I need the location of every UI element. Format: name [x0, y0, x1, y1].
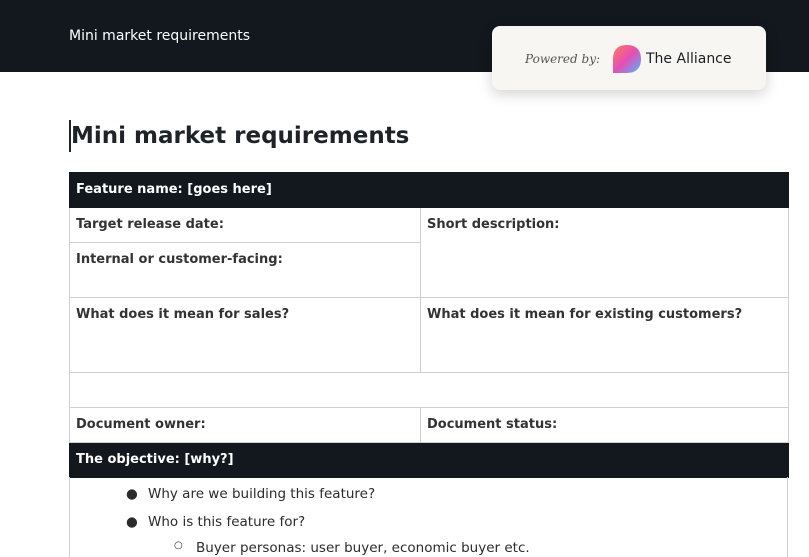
target-release-date-cell[interactable]: Target release date: — [70, 208, 421, 243]
powered-by-card[interactable] — [492, 26, 766, 90]
sales-meaning-cell[interactable]: What does it mean for sales? — [70, 298, 421, 373]
gradient-blob-icon — [612, 44, 642, 74]
spacer-cell[interactable] — [70, 373, 789, 408]
requirements-table — [69, 172, 789, 478]
existing-customers-meaning-cell[interactable]: What does it mean for existing customers? — [421, 298, 789, 373]
top-bar — [0, 0, 809, 72]
document-status-cell[interactable]: Document status: — [421, 408, 789, 443]
internal-or-customer-facing-cell[interactable]: Internal or customer-facing: — [70, 243, 421, 298]
feature-name-cell[interactable]: Feature name: [goes here] — [70, 173, 789, 208]
topbar-title: Mini market requirements — [69, 28, 250, 44]
page-title[interactable]: Mini market requirements — [69, 120, 409, 152]
document-owner-cell[interactable]: Document owner: — [70, 408, 421, 443]
bullet-icon: ● — [126, 514, 138, 530]
powered-by-label: Powered by: — [525, 52, 601, 66]
brand-name: The Alliance — [646, 51, 732, 67]
hollow-bullet-icon: ○ — [174, 540, 183, 551]
objective-body[interactable]: ● Why are we building this feature? ● Who is this feature for? ○ Buyer personas: user buyer, economic buyer etc. — [69, 477, 788, 557]
objective-cell[interactable]: The objective: [why?] — [70, 443, 789, 478]
short-description-cell[interactable]: Short description: — [421, 208, 789, 298]
bullet-icon: ● — [126, 486, 138, 502]
